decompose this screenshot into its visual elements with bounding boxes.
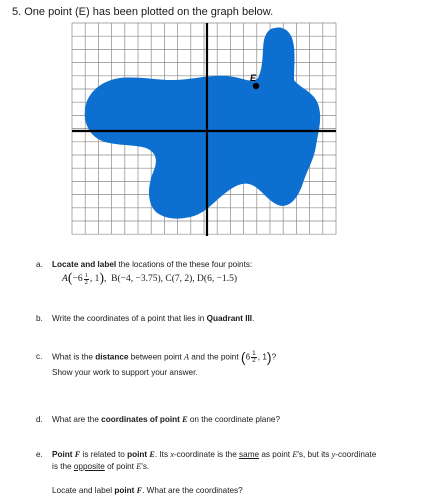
question-text: One point (E) has been plotted on the graph below.: [24, 6, 274, 18]
fraction-half: $\frac{1}{2}$: [84, 271, 88, 286]
part-a-text: Locate and label the locations of the these four points:: [52, 260, 253, 269]
points-b-c-d: B(−4, −3.75), C(7, 2), D(6, −1.5): [111, 274, 237, 285]
part-a-letter: a.: [36, 260, 43, 269]
point-e-label: E: [250, 73, 257, 83]
part-c-instruction: Show your work to support your answer.: [52, 368, 198, 377]
part-e-line2: is the opposite of point E's.: [52, 462, 150, 471]
part-e-line3: Locate and label point F. What are the coordinates?: [52, 486, 243, 495]
blue-region: [85, 27, 320, 218]
points-list: A(−6 $\frac{1}{2}$ , 1), B(−4, −3.75), C(7, 2), D(6, −1.5): [62, 271, 237, 286]
coordinate-graph: [0, 0, 427, 240]
point-e-dot: [253, 83, 259, 89]
question-number: 5.: [12, 6, 22, 18]
